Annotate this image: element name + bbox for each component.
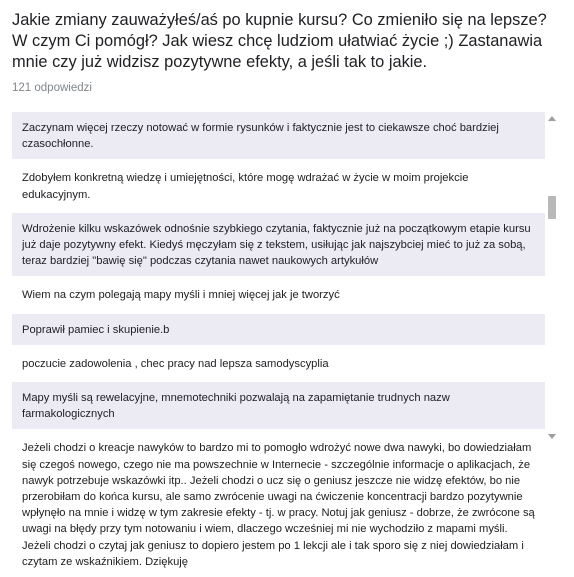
list-item [12, 382, 545, 429]
response-text: Zdobyłem konkretną wiedzę i umiejętności, które mogę wdrażać w życie w moim projekcie edukacyjnym. [22, 172, 469, 201]
response-text: Poprawił pamiec i skupienie.b [22, 323, 170, 336]
responses-scrollbar[interactable] [546, 112, 558, 445]
response-text: Zaczynam więcej rzeczy notować w formie rysunków i faktycznie jest to ciekawsze choć bardziej czasochłonne. [22, 122, 499, 151]
question-title: Jakie zmiany zauważyłeś/aś po kupnie kursu? Co zmieniło się na lepsze? W czym Ci pomógł? Jak wiesz chcę ludziom ułatwiać życie ;) Zastanawia mnie czy już widzisz pozytywne efekty, a jeśli tak to jakie. [12, 11, 547, 71]
list-item [12, 348, 545, 379]
list-item [12, 279, 545, 310]
scroll-up-arrow-icon[interactable] [548, 116, 556, 121]
response-text: poczucie zadowolenia , chec pracy nad lepsza samodyscyplia [22, 357, 329, 370]
response-count: 121 odpowiedzi [12, 82, 92, 94]
response-text: Wiem na czym polegają mapy myśli i mniej więcej jak je tworzyć [22, 289, 340, 302]
scrollbar-thumb[interactable] [548, 196, 556, 219]
response-text: Mapy myśli są rewelacyjne, mnemotechniki pozwalają na zapamiętanie trudnych nazw farmakologicznych [22, 392, 450, 421]
responses-list[interactable] [12, 112, 545, 568]
question-header [0, 0, 560, 94]
list-item [12, 112, 545, 159]
list-item [12, 432, 545, 577]
scroll-down-arrow-icon[interactable] [548, 434, 556, 439]
response-text: Wdrożenie kilku wskazówek odnośnie szybkiego czytania, faktycznie już na początkowym etapie kursu już daje pozytywny efekt. Kiedyś męczyłam się z tekstem, usiłując jak najszybciej mieć to już za sobą, teraz bardziej "bawię się" podczas czytania nawet naukowych artykułów [22, 222, 531, 268]
list-item [12, 314, 545, 345]
response-text: Jeżeli chodzi o kreacje nawyków to bardzo mi to pomogło wdrożyć nowe dwa nawyki, bo dowiedziałam się czegoś nowego, czego nie ma powszechnie w Internecie - szczególnie informacje o aplikacjach, że nawyk potrzebuje wskazówki itp.. Jeżeli chodzi o ucz się o geniusz jeszcze nie widzę efektów, bo nie przerobiłam do końca kursu, ale samo zwrócenie uwagi na ćwiczenie koncentracji bardzo pozytywnie wpłynęło na mnie i widzę w tym zakresie efekty - tj. w pracy. Notuj jak geniusz - dobrze, że zwrócone są uwagi na błędy przy tym notowaniu i wiem, dlaczego wcześniej mi nie wychodziło z mapami myśli. Jeżeli chodzi o czytaj jak geniusz to dopiero jestem po 1 lekcji ale i tak sporo się z niej dowiedziałam i czytam ze wskaźnikiem. Dziękuję [22, 442, 535, 568]
list-item [12, 213, 545, 277]
list-item [12, 162, 545, 209]
